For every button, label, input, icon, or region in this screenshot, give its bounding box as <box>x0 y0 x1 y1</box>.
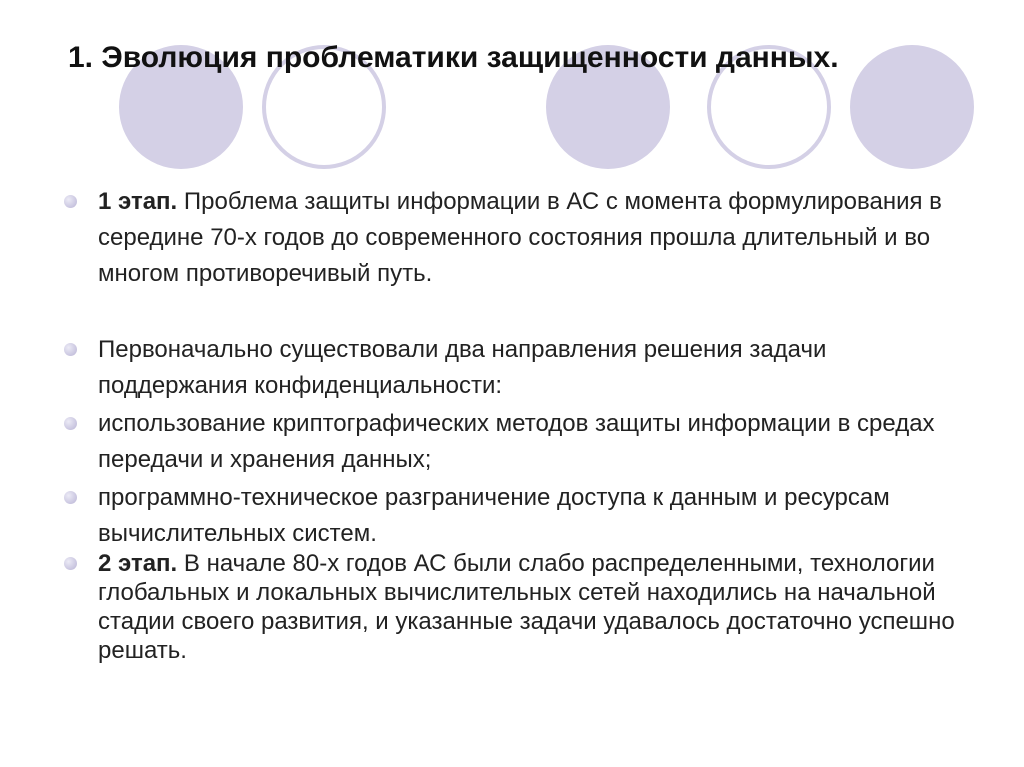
bullet-item <box>98 184 968 292</box>
bullet-item <box>98 549 968 665</box>
bullet-dot-icon <box>64 491 77 504</box>
bullet-text: Первоначально существовали два направления решения задачи поддержания конфиденциальности: <box>98 336 827 399</box>
bullet-lead: 2 этап. <box>98 550 178 577</box>
bullet-dot-icon <box>64 417 77 430</box>
bullet-item <box>98 332 968 404</box>
bullet-text: Проблема защиты информации в АС с момента формулирования в середине 70-х годов до современного состояния прошла длительный и во многом противоречивый путь. <box>98 188 942 287</box>
bullet-dot-icon <box>64 343 77 356</box>
bullet-text: В начале 80-х годов АС были слабо распределенными, технологии глобальных и локальных вычислительных сетей находились на начальной стадии своего развития, и указанные задачи удавалось достаточно успешно решать. <box>98 550 955 664</box>
bullet-text: программно-техническое разграничение доступа к данным и ресурсам вычислительных систем. <box>98 484 890 547</box>
bullet-dot-icon <box>64 557 77 570</box>
bullet-dot-icon <box>64 195 77 208</box>
bullet-item <box>98 406 968 478</box>
slide-title: 1. Эволюция проблематики защищенности данных. <box>68 41 839 74</box>
bullet-item <box>98 480 968 552</box>
bullet-text: использование криптографических методов защиты информации в средах передачи и хранения данных; <box>98 410 935 473</box>
bullet-lead: 1 этап. <box>98 188 178 215</box>
